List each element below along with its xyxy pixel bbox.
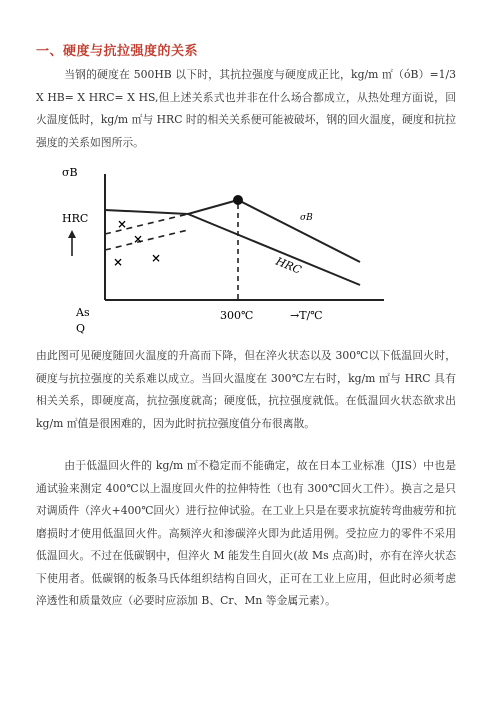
origin-q-label: Q [76, 322, 86, 335]
section-heading: 一、硬度与抗拉强度的关系 [36, 44, 199, 59]
temp-axis-label: →T/℃ [290, 309, 323, 322]
scatter-lower-trend [105, 230, 188, 250]
hrc-axis-label: HRC [62, 212, 89, 225]
hrc-curve-label: HRC [273, 254, 304, 277]
paragraph-jis-standard [36, 455, 456, 613]
paragraph-hardness-strength [36, 64, 456, 154]
sigma-b-axis-label: σB [62, 166, 78, 179]
temp-300-label: 300℃ [220, 309, 254, 322]
scatter-mark: × [113, 255, 124, 269]
origin-as-label: As [76, 306, 90, 319]
sigma-b-curve-label: σB [300, 213, 313, 223]
peak-point [233, 195, 243, 205]
sigma-b-curve [105, 200, 360, 262]
paragraph-figure-explanation: 由此图可见硬度随回火温度的升高而下降，但在淬火状态以及 300℃以下低温回火时，硬度与抗拉强度的关系难以成立。当回火温度在 300℃左右时，kg/m ㎡与 HRC 具有相关关系，即硬度高，抗拉强度就高；硬度低，抗拉强度就低。在低温回火状态欲求出 kg/m ㎡值是很困难的，因为此时抗拉强度值分布很离散。 [36, 349, 456, 430]
scatter-mark: × [151, 251, 162, 265]
scatter-mark: × [133, 232, 144, 246]
paragraph-text: 当钢的硬度在 500HB 以下时，其抗拉强度与硬度成正比，kg/m ㎡（óB）=1/3 X HB= X HRC= X HS,但上述关系式也并非在什么场合都成立，从热处理方面说，回火温度低时，kg/m ㎡与 HRC 时的相关关系便可能被破坏，钢的回火温度，硬度和抗拉强度的关系如图所示。 [36, 68, 456, 149]
paragraph-text: 由于低温回火件的 kg/m ㎡不稳定而不能确定，故在日本工业标准（JIS）中也是通试验来测定 400℃以上温度回火件的拉伸特性（也有 300℃回火工件）。换言之是只对调质件（淬火+400℃回火）进行拉伸试验。在工业上只是在要求抗旋转弯曲疲劳和抗磨损时才使用低温回火件。高频淬火和渗碳淬火即为此适用例。受拉应力的零件不采用低温回火。不过在低碳钢中，但淬火 M 能发生自回火(故 Ms 点高)时，亦有在淬火状态下使用者。低碳钢的板条马氏体组织结构自回火，正可在工业上应用，但此时必须考虑淬透性和质量效应（必要时应添加 B、Cr、Mn 等金属元素）。 [36, 459, 456, 607]
scatter-mark: × [117, 217, 128, 231]
tempering-hardness-strength-figure [60, 162, 390, 338]
up-arrow-head-icon [68, 230, 76, 238]
